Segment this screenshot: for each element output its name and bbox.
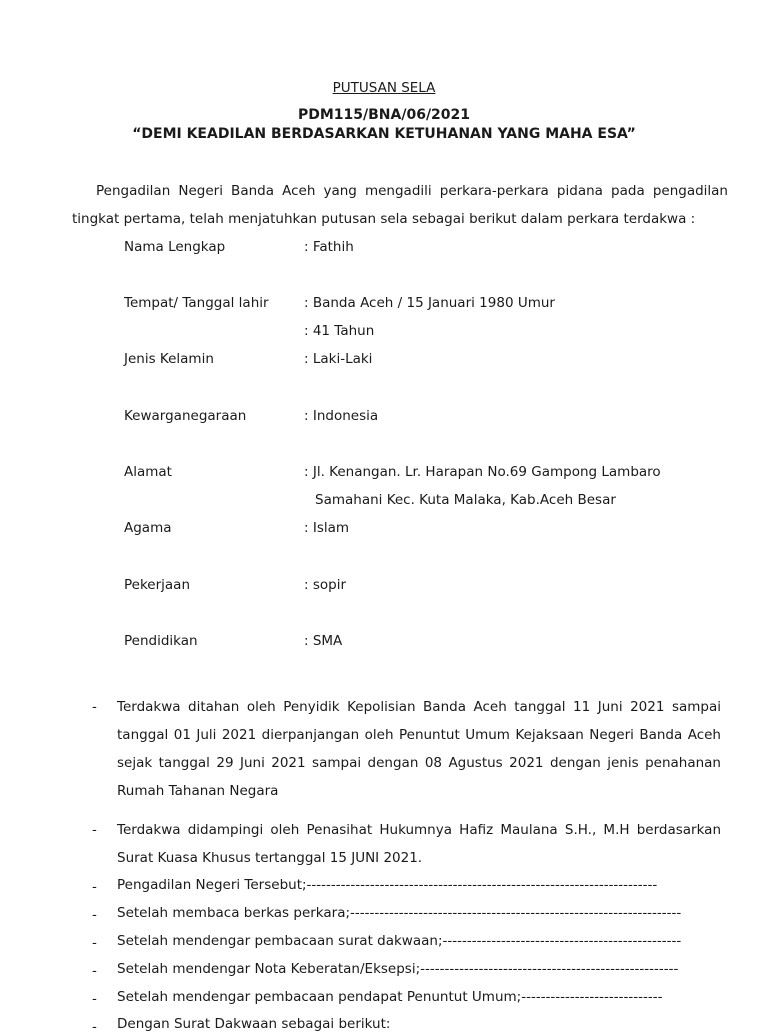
value-ttl: : Banda Aceh / 15 Januari 1980 Umur xyxy=(304,295,555,311)
value-jenis-kelamin: : Laki-Laki xyxy=(304,351,373,367)
label-nama: Nama Lengkap xyxy=(124,239,226,255)
bullet-surat-dakwaan: Dengan Surat Dakwaan sebagai berikut: xyxy=(117,1016,391,1032)
value-kewarganegaraan: : Indonesia xyxy=(304,408,379,424)
label-ttl: Tempat/ Tanggal lahir xyxy=(124,295,269,311)
bullet-penahanan: Terdakwa ditahan oleh Penyidik Kepolisian Banda Aceh tanggal 11 Juni 2021 sampai tanggal 01 Juli 2021 dierpanjangan oleh Penuntut Umum Kejaksaan Negeri Banda Aceh sejak tanggal 29 Juni 2021 sampai dengan 08 Agustus 2021 dengan jenis penahanan Rumah Tahanan Negara xyxy=(117,699,721,799)
bullet-dash: - xyxy=(92,1019,97,1035)
bullet-dash: - xyxy=(92,699,97,715)
value-pendidikan: : SMA xyxy=(304,633,343,649)
bullet-pengadilan: Pengadilan Negeri Tersebut;------------------------------------------------------------------------ xyxy=(117,877,658,893)
bullet-dash: - xyxy=(92,907,97,923)
value-umur: : 41 Tahun xyxy=(304,323,375,339)
bullet-berkas: Setelah membaca berkas perkara;-------------------------------------------------------------------- xyxy=(117,905,682,921)
bullet-dash: - xyxy=(92,935,97,951)
label-agama: Agama xyxy=(124,520,172,536)
bullet-pendapat: Setelah mendengar pembacaan pendapat Penuntut Umum;----------------------------- xyxy=(117,989,663,1005)
label-alamat: Alamat xyxy=(124,464,172,480)
bullet-dash: - xyxy=(92,879,97,895)
value-alamat-cont: Samahani Kec. Kuta Malaka, Kab.Aceh Besar xyxy=(315,492,616,508)
bullet-dash: - xyxy=(92,963,97,979)
bullet-dash: - xyxy=(92,991,97,1007)
value-agama: : Islam xyxy=(304,520,350,536)
value-alamat: : Jl. Kenangan. Lr. Harapan No.69 Gampong Lambaro xyxy=(304,464,661,480)
bullet-penasihat: Terdakwa didampingi oleh Penasihat Hukumnya Hafiz Maulana S.H., M.H berdasarkan Surat Kuasa Khusus tertanggal 15 JUNI 2021. xyxy=(117,822,721,866)
value-nama: : Fathih xyxy=(304,239,354,255)
bullet-dash: - xyxy=(92,822,97,838)
case-number: PDM115/BNA/06/2021 xyxy=(297,107,471,123)
bullet-eksepsi: Setelah mendengar Nota Keberatan/Eksepsi;----------------------------------------------------- xyxy=(117,961,679,977)
label-kewarganegaraan: Kewarganegaraan xyxy=(124,408,247,424)
label-pendidikan: Pendidikan xyxy=(124,633,198,649)
label-pekerjaan: Pekerjaan xyxy=(124,577,191,593)
document-title: PUTUSAN SELA xyxy=(332,80,436,96)
court-motto: “DEMI KEADILAN BERDASARKAN KETUHANAN YANG MAHA ESA” xyxy=(132,126,636,142)
value-pekerjaan: : sopir xyxy=(304,577,347,593)
bullet-dakwaan: Setelah mendengar pembacaan surat dakwaan;------------------------------------------------- xyxy=(117,933,682,949)
label-jenis-kelamin: Jenis Kelamin xyxy=(124,351,214,367)
intro-paragraph: Pengadilan Negeri Banda Aceh yang mengadili perkara-perkara pidana pada pengadilan tingkat pertama, telah menjatuhkan putusan sela sebagai berikut dalam perkara terdakwa : xyxy=(72,183,728,227)
